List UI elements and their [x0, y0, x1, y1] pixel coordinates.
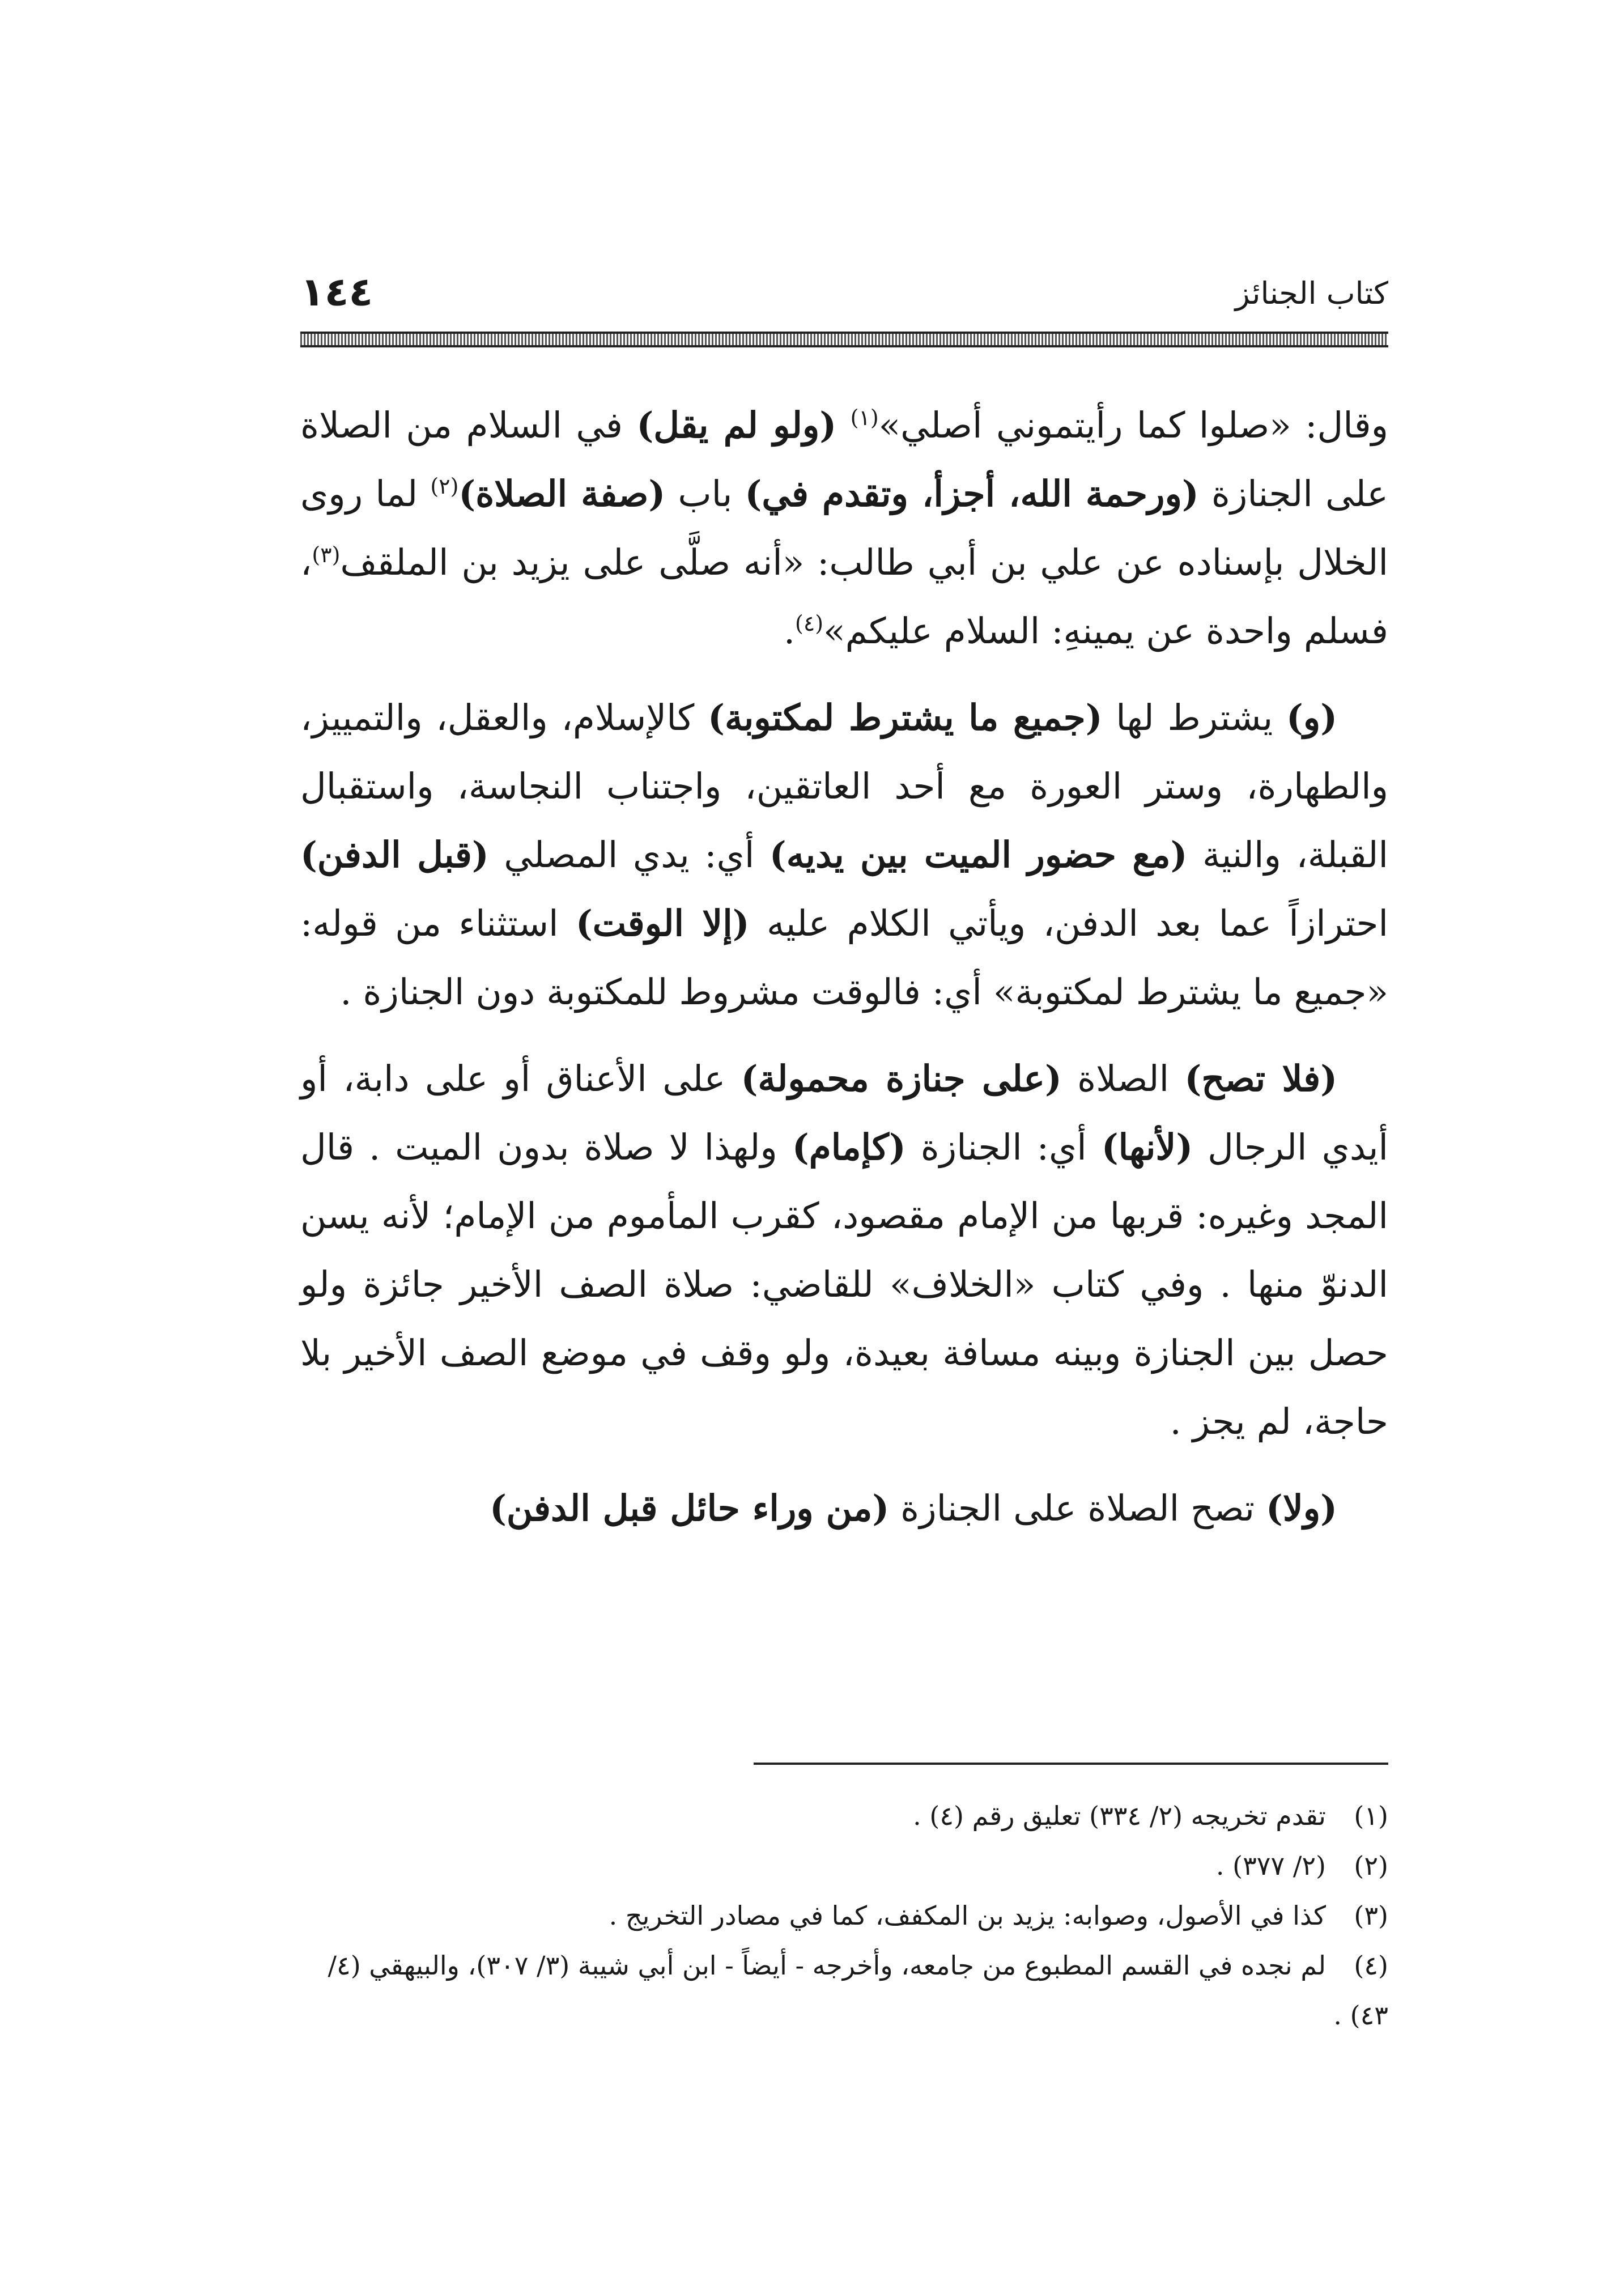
footnote-text: كذا في الأصول، وصوابه: يزيد بن المكفف، كما في مصادر التخريج . [609, 1900, 1326, 1931]
text-segment: احترازاً عما بعد الدفن، ويأتي الكلام عليه [749, 903, 1388, 944]
text-segment: كالإسلام، والعقل، والتمييز، والطهارة، وستر العورة مع أحد العاتقين، واجتناب النجاسة، واستقبال القبلة، والنية [300, 697, 1388, 876]
footnote-text: (٢/ ٣٧٧) . [1215, 1850, 1326, 1881]
footnote-reference: (٢) [430, 474, 459, 499]
footnote-text: تقدم تخريجه (٢/ ٣٣٤) تعليق رقم (٤) . [913, 1801, 1326, 1831]
text-segment: لما روى الخلال بإسناده عن علي بن أبي طالب: «أنه صلَّى على يزيد بن الملقف [300, 473, 1388, 583]
text-segment: على الأعناق أو على دابة، أو أيدي الرجال [300, 1058, 1388, 1168]
footnote-number: (٤) [1354, 1950, 1388, 1981]
footnote-text: لم نجده في القسم المطبوع من جامعه، وأخرجه - أيضاً - ابن أبي شيبة (٣/ ٣٠٧)، والبيهقي (٤/ ٤٣) . [328, 1950, 1388, 2031]
footnote-separator [754, 1763, 1388, 1765]
page-header [300, 266, 1388, 317]
footnote-number: (٣) [1354, 1900, 1388, 1931]
footnote [300, 1940, 1388, 2040]
bold-text: (ورحمة الله، أجزأ، وتقدم في) [745, 473, 1199, 515]
paragraph [300, 1474, 1388, 1543]
footnote-reference: (٣) [312, 542, 341, 567]
bold-text: (صفة الصلاة) [458, 473, 666, 515]
page-number: ١٤٤ [300, 269, 373, 315]
footnote-number: (٢) [1354, 1850, 1388, 1881]
text-segment: ، فسلم واحدة عن يمينهِ: السلام عليكم» [300, 542, 1388, 652]
bold-text: (قبل الدفن) [300, 834, 489, 876]
text-segment: . [783, 610, 795, 652]
footnote [300, 1891, 1388, 1940]
paragraph [300, 391, 1388, 665]
footnote-number: (١) [1354, 1801, 1388, 1831]
bold-text: (ولو لم يقل) [636, 404, 837, 446]
footnote-reference: (٤) [794, 611, 824, 636]
bold-text: (و) [1286, 697, 1338, 738]
text-segment [836, 405, 850, 446]
footnote [300, 1791, 1388, 1841]
footnote-reference: (١) [850, 405, 879, 430]
text-segment: أي: يدي المصلي [488, 834, 770, 876]
text-segment: وقال: «صلوا كما رأيتموني أصلي» [878, 405, 1389, 446]
paragraph [300, 1044, 1388, 1456]
bold-text: (فلا تصح) [1184, 1058, 1337, 1099]
book-page [300, 0, 1388, 2293]
header-rule [300, 332, 1388, 347]
footnote [300, 1841, 1388, 1891]
main-text [300, 391, 1388, 1561]
footnotes [300, 1791, 1388, 2040]
bold-text: (ولا) [1266, 1487, 1337, 1529]
bold-text: (لأنها) [1101, 1126, 1193, 1168]
bold-text: (مع حضور الميت بين يديه) [769, 834, 1188, 876]
running-title: كتاب الجنائز [1235, 275, 1388, 311]
text-segment: الصلاة [1061, 1058, 1185, 1099]
text-segment: باب [665, 473, 745, 515]
text-segment: استثناء من قوله: «جميع ما يشترط لمكتوبة» أي: فالوقت مشروط للمكتوبة دون الجنازة . [300, 903, 1388, 1013]
bold-text: (من وراء حائل قبل الدفن) [490, 1487, 890, 1529]
text-segment: يشترط لها [1102, 697, 1286, 738]
text-segment: تصح الصلاة على الجنازة [889, 1488, 1266, 1529]
bold-text: (جميع ما يشترط لمكتوبة) [708, 697, 1103, 738]
bold-text: (كإمام) [792, 1126, 906, 1168]
bold-text: (على جنازة محمولة) [741, 1058, 1062, 1099]
text-segment: ولهذا لا صلاة بدون الميت . قال المجد وغيره: قربها من الإمام مقصود، كقرب المأموم من الإمام؛ لأنه يسن الدنوّ منها . وفي كتاب «الخلاف» للقاضي: صلاة الصف الأخير جائزة ولو حصل بين الجنازة وبينه مسافة بعيدة، ولو وقف في موضع الصف الأخير بلا حاجة، لم يجز . [300, 1127, 1388, 1442]
paragraph [300, 683, 1388, 1026]
bold-text: (إلا الوقت) [575, 902, 750, 944]
text-segment: أي: الجنازة [905, 1127, 1102, 1168]
text-segment: في السلام من الصلاة على الجنازة [300, 405, 1389, 515]
